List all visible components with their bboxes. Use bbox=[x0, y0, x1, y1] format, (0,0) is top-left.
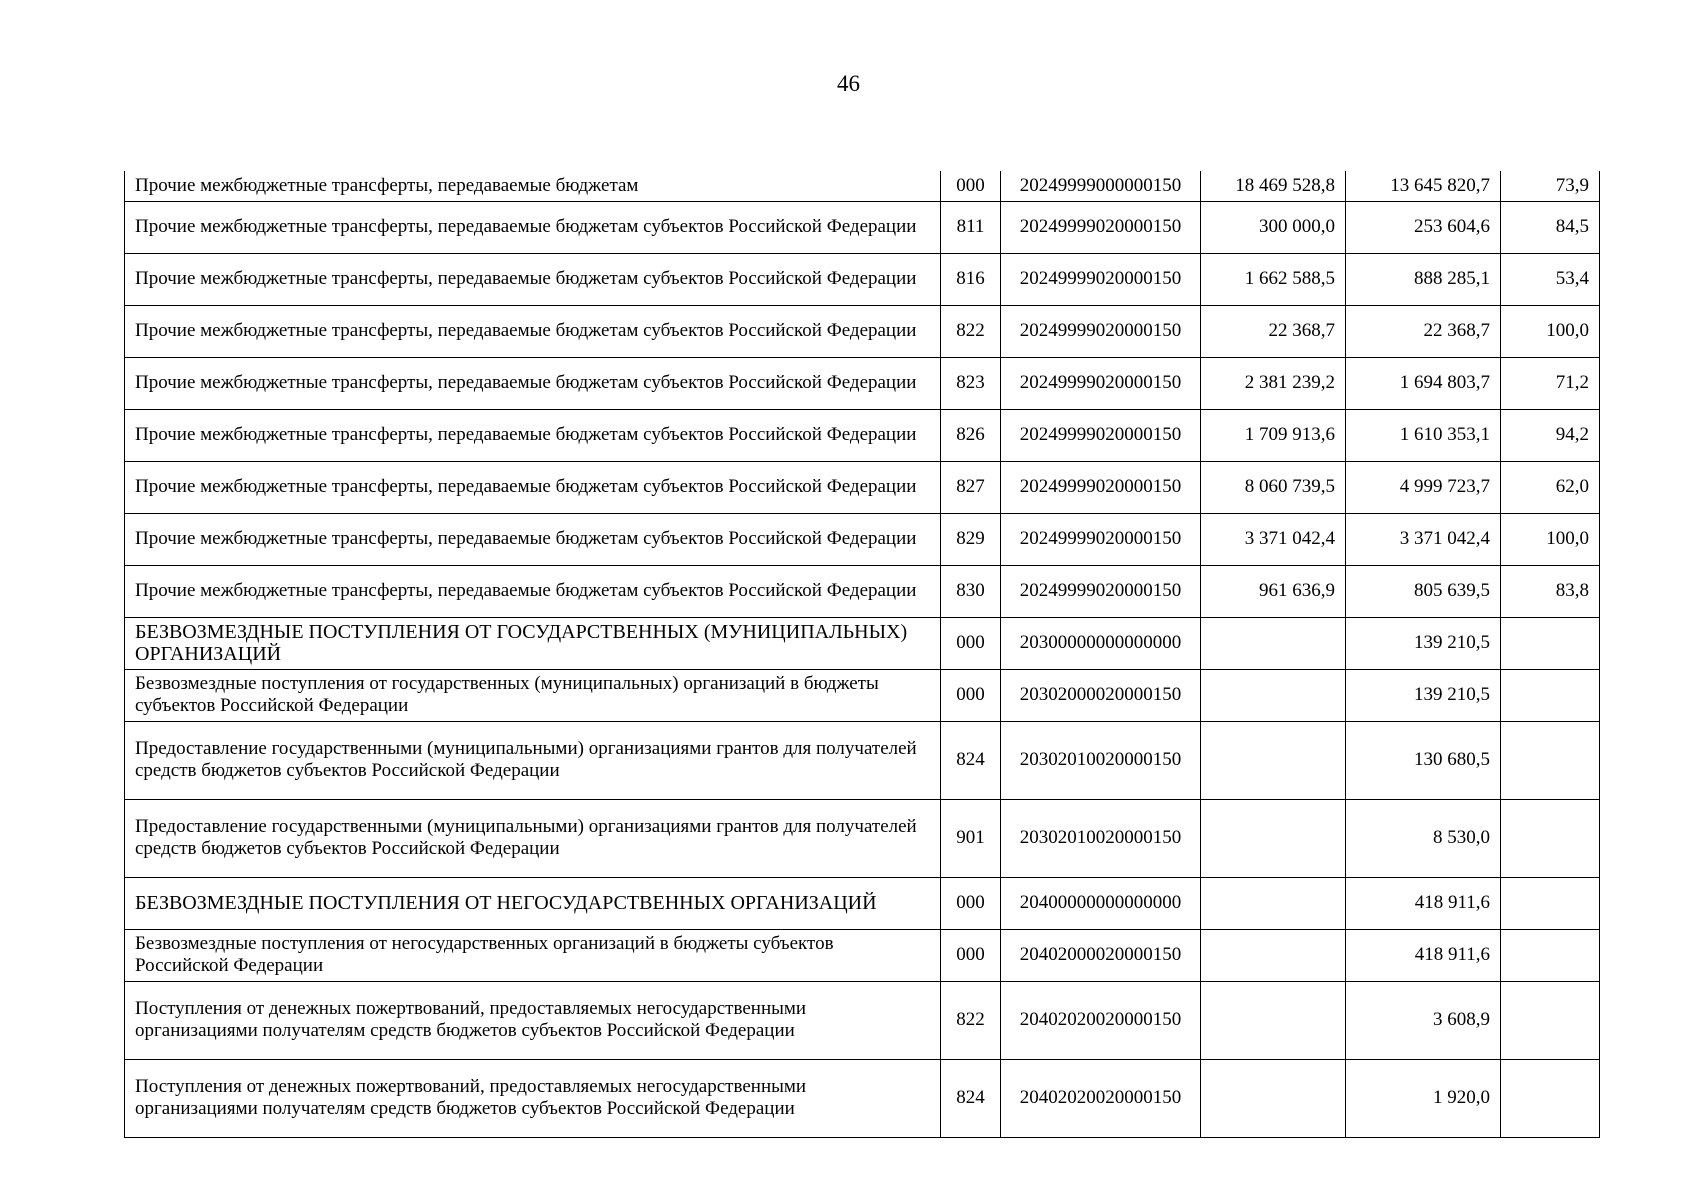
row-admin-code-cell: 829 bbox=[941, 513, 1001, 565]
table-row bbox=[125, 201, 1600, 253]
table-row bbox=[125, 981, 1600, 1059]
row-budget-code-cell: 20249999020000150 bbox=[1001, 201, 1201, 253]
row-fact-value-cell: 3 371 042,4 bbox=[1346, 513, 1501, 565]
row-plan-value-cell: 3 371 042,4 bbox=[1201, 513, 1346, 565]
row-admin-code-cell: 000 bbox=[941, 617, 1001, 669]
row-plan-value-cell bbox=[1201, 799, 1346, 877]
row-name-cell: Прочие межбюджетные трансферты, передаваемые бюджетам субъектов Российской Федерации bbox=[125, 513, 941, 565]
row-fact-value-cell: 1 610 353,1 bbox=[1346, 409, 1501, 461]
row-fact-value-cell: 888 285,1 bbox=[1346, 253, 1501, 305]
table-row bbox=[125, 1059, 1600, 1137]
page-number: 46 bbox=[837, 71, 860, 96]
row-plan-value-cell: 1 662 588,5 bbox=[1201, 253, 1346, 305]
row-percent-cell: 84,5 bbox=[1501, 201, 1600, 253]
row-budget-code-cell: 20402020020000150 bbox=[1001, 1059, 1201, 1137]
row-percent-cell: 100,0 bbox=[1501, 305, 1600, 357]
row-percent-cell bbox=[1501, 721, 1600, 799]
row-fact-value-cell: 418 911,6 bbox=[1346, 929, 1501, 981]
row-name-cell: Поступления от денежных пожертвований, предоставляемых негосударственными организациями получателям средств бюджетов субъектов Российской Федерации bbox=[125, 1059, 941, 1137]
row-name-cell: Прочие межбюджетные трансферты, передаваемые бюджетам субъектов Российской Федерации bbox=[125, 461, 941, 513]
row-admin-code-cell: 826 bbox=[941, 409, 1001, 461]
row-name-cell: Прочие межбюджетные трансферты, передаваемые бюджетам субъектов Российской Федерации bbox=[125, 201, 941, 253]
table-row bbox=[125, 565, 1600, 617]
row-budget-code-cell: 20249999020000150 bbox=[1001, 357, 1201, 409]
table-row bbox=[125, 929, 1600, 981]
row-admin-code-cell: 827 bbox=[941, 461, 1001, 513]
row-name-cell: Безвозмездные поступления от государственных (муниципальных) организаций в бюджеты субъектов Российской Федерации bbox=[125, 669, 941, 721]
row-admin-code-cell: 823 bbox=[941, 357, 1001, 409]
row-budget-code-cell: 20302010020000150 bbox=[1001, 799, 1201, 877]
row-fact-value-cell: 1 920,0 bbox=[1346, 1059, 1501, 1137]
row-admin-code-cell: 822 bbox=[941, 305, 1001, 357]
table-row bbox=[125, 617, 1600, 669]
row-name-cell: Прочие межбюджетные трансферты, передаваемые бюджетам субъектов Российской Федерации bbox=[125, 565, 941, 617]
row-admin-code-cell: 901 bbox=[941, 799, 1001, 877]
row-admin-code-cell: 816 bbox=[941, 253, 1001, 305]
table-row bbox=[125, 253, 1600, 305]
row-percent-cell bbox=[1501, 1059, 1600, 1137]
row-plan-value-cell bbox=[1201, 981, 1346, 1059]
row-budget-code-cell: 20249999000000150 bbox=[1001, 171, 1201, 201]
row-fact-value-cell: 253 604,6 bbox=[1346, 201, 1501, 253]
row-percent-cell: 83,8 bbox=[1501, 565, 1600, 617]
row-fact-value-cell: 1 694 803,7 bbox=[1346, 357, 1501, 409]
row-name-cell: Прочие межбюджетные трансферты, передаваемые бюджетам субъектов Российской Федерации bbox=[125, 409, 941, 461]
row-plan-value-cell bbox=[1201, 617, 1346, 669]
row-percent-cell bbox=[1501, 877, 1600, 929]
row-admin-code-cell: 830 bbox=[941, 565, 1001, 617]
row-plan-value-cell bbox=[1201, 669, 1346, 721]
row-name-cell: Прочие межбюджетные трансферты, передаваемые бюджетам субъектов Российской Федерации bbox=[125, 253, 941, 305]
row-admin-code-cell: 000 bbox=[941, 877, 1001, 929]
row-plan-value-cell bbox=[1201, 721, 1346, 799]
table-row bbox=[125, 305, 1600, 357]
table-row bbox=[125, 877, 1600, 929]
row-percent-cell: 71,2 bbox=[1501, 357, 1600, 409]
row-budget-code-cell: 20249999020000150 bbox=[1001, 461, 1201, 513]
row-name-cell: Поступления от денежных пожертвований, предоставляемых негосударственными организациями получателям средств бюджетов субъектов Российской Федерации bbox=[125, 981, 941, 1059]
row-fact-value-cell: 3 608,9 bbox=[1346, 981, 1501, 1059]
row-fact-value-cell: 4 999 723,7 bbox=[1346, 461, 1501, 513]
row-budget-code-cell: 20249999020000150 bbox=[1001, 409, 1201, 461]
table-row bbox=[125, 357, 1600, 409]
row-name-cell: Прочие межбюджетные трансферты, передаваемые бюджетам bbox=[125, 171, 941, 201]
budget-table-body bbox=[125, 171, 1600, 1137]
table-row bbox=[125, 171, 1600, 201]
row-name-cell: БЕЗВОЗМЕЗДНЫЕ ПОСТУПЛЕНИЯ ОТ НЕГОСУДАРСТВЕННЫХ ОРГАНИЗАЦИЙ bbox=[125, 877, 941, 929]
row-budget-code-cell: 20402020020000150 bbox=[1001, 981, 1201, 1059]
row-fact-value-cell: 139 210,5 bbox=[1346, 617, 1501, 669]
row-name-cell: Предоставление государственными (муниципальными) организациями грантов для получателей средств бюджетов субъектов Российской Федерации bbox=[125, 721, 941, 799]
row-name-cell: БЕЗВОЗМЕЗДНЫЕ ПОСТУПЛЕНИЯ ОТ ГОСУДАРСТВЕННЫХ (МУНИЦИПАЛЬНЫХ) ОРГАНИЗАЦИЙ bbox=[125, 617, 941, 669]
table-row bbox=[125, 799, 1600, 877]
table-row bbox=[125, 461, 1600, 513]
row-name-cell: Безвозмездные поступления от негосударственных организаций в бюджеты субъектов Российской Федерации bbox=[125, 929, 941, 981]
row-budget-code-cell: 20249999020000150 bbox=[1001, 305, 1201, 357]
row-plan-value-cell: 22 368,7 bbox=[1201, 305, 1346, 357]
row-budget-code-cell: 20400000000000000 bbox=[1001, 877, 1201, 929]
row-percent-cell: 94,2 bbox=[1501, 409, 1600, 461]
row-admin-code-cell: 824 bbox=[941, 721, 1001, 799]
row-name-cell: Прочие межбюджетные трансферты, передаваемые бюджетам субъектов Российской Федерации bbox=[125, 305, 941, 357]
row-fact-value-cell: 418 911,6 bbox=[1346, 877, 1501, 929]
row-plan-value-cell: 18 469 528,8 bbox=[1201, 171, 1346, 201]
row-name-cell: Прочие межбюджетные трансферты, передаваемые бюджетам субъектов Российской Федерации bbox=[125, 357, 941, 409]
row-fact-value-cell: 130 680,5 bbox=[1346, 721, 1501, 799]
row-plan-value-cell: 8 060 739,5 bbox=[1201, 461, 1346, 513]
row-admin-code-cell: 000 bbox=[941, 669, 1001, 721]
row-plan-value-cell: 300 000,0 bbox=[1201, 201, 1346, 253]
row-budget-code-cell: 20302010020000150 bbox=[1001, 721, 1201, 799]
row-admin-code-cell: 000 bbox=[941, 929, 1001, 981]
row-percent-cell: 73,9 bbox=[1501, 171, 1600, 201]
row-plan-value-cell bbox=[1201, 929, 1346, 981]
row-budget-code-cell: 20302000020000150 bbox=[1001, 669, 1201, 721]
table-row bbox=[125, 669, 1600, 721]
row-budget-code-cell: 20249999020000150 bbox=[1001, 513, 1201, 565]
row-fact-value-cell: 13 645 820,7 bbox=[1346, 171, 1501, 201]
row-admin-code-cell: 811 bbox=[941, 201, 1001, 253]
row-plan-value-cell bbox=[1201, 1059, 1346, 1137]
row-percent-cell bbox=[1501, 929, 1600, 981]
row-plan-value-cell bbox=[1201, 877, 1346, 929]
budget-table bbox=[124, 171, 1600, 1138]
row-fact-value-cell: 139 210,5 bbox=[1346, 669, 1501, 721]
row-plan-value-cell: 961 636,9 bbox=[1201, 565, 1346, 617]
row-percent-cell: 53,4 bbox=[1501, 253, 1600, 305]
row-percent-cell bbox=[1501, 617, 1600, 669]
row-budget-code-cell: 20249999020000150 bbox=[1001, 565, 1201, 617]
row-name-cell: Предоставление государственными (муниципальными) организациями грантов для получателей средств бюджетов субъектов Российской Федерации bbox=[125, 799, 941, 877]
row-percent-cell bbox=[1501, 669, 1600, 721]
table-row bbox=[125, 721, 1600, 799]
row-budget-code-cell: 20249999020000150 bbox=[1001, 253, 1201, 305]
row-plan-value-cell: 2 381 239,2 bbox=[1201, 357, 1346, 409]
row-plan-value-cell: 1 709 913,6 bbox=[1201, 409, 1346, 461]
row-percent-cell bbox=[1501, 981, 1600, 1059]
row-fact-value-cell: 8 530,0 bbox=[1346, 799, 1501, 877]
row-fact-value-cell: 22 368,7 bbox=[1346, 305, 1501, 357]
row-fact-value-cell: 805 639,5 bbox=[1346, 565, 1501, 617]
table-row bbox=[125, 409, 1600, 461]
table-row bbox=[125, 513, 1600, 565]
row-admin-code-cell: 824 bbox=[941, 1059, 1001, 1137]
row-percent-cell: 62,0 bbox=[1501, 461, 1600, 513]
row-budget-code-cell: 20402000020000150 bbox=[1001, 929, 1201, 981]
row-percent-cell bbox=[1501, 799, 1600, 877]
row-admin-code-cell: 822 bbox=[941, 981, 1001, 1059]
row-budget-code-cell: 20300000000000000 bbox=[1001, 617, 1201, 669]
row-admin-code-cell: 000 bbox=[941, 171, 1001, 201]
row-percent-cell: 100,0 bbox=[1501, 513, 1600, 565]
